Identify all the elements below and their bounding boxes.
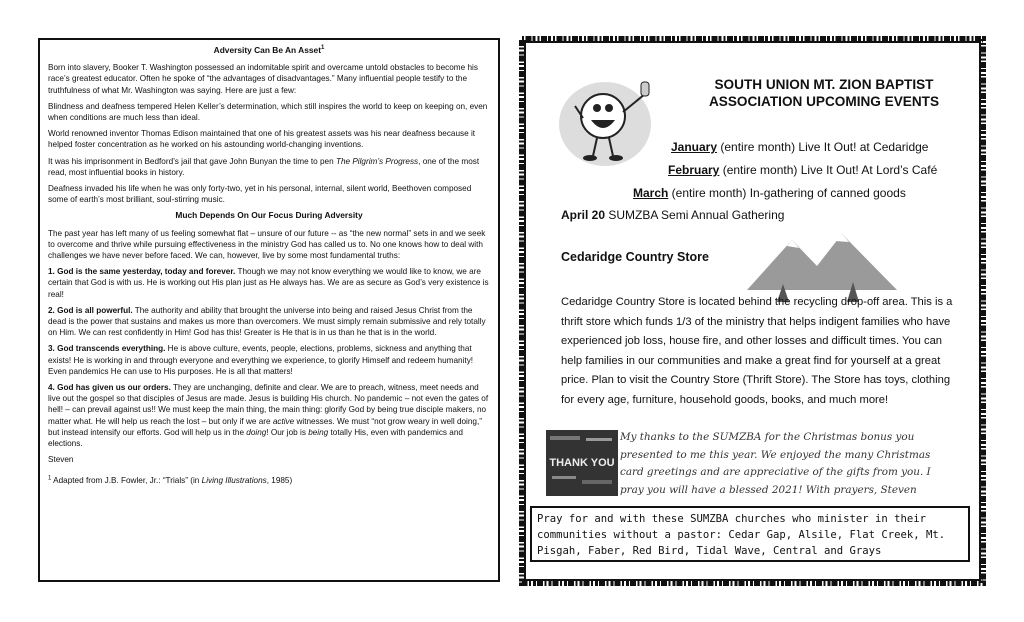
- event-april: April 20 SUMZBA Semi Annual Gathering: [561, 208, 785, 222]
- truth-1: 1. God is the same yesterday, today and forever. Though we may not know everything we would like to know, we are certain that God is with us. He is working out His plan just as He always has. We are as secure as God’s very existence is real!: [48, 267, 489, 299]
- thank-you-image-label: THANK YOU: [549, 457, 615, 469]
- article-title: Adversity Can Be An Asset$^1$: [213, 45, 325, 55]
- events-header: SOUTH UNION MT. ZION BAPTIST ASSOCIATION UPCOMING EVENTS: [708, 77, 940, 109]
- mountains-illustration: [747, 232, 897, 302]
- event-january: January (entire month) Live It Out! at Cedaridge: [671, 140, 929, 154]
- paragraph-beethoven: Deafness invaded his life when he was only forty-two, yet in his personal, internal, silent world, Beethoven composed some of earth’s most brilliant, soul-stirring music.: [48, 184, 472, 205]
- store-title: Cedaridge Country Store: [561, 250, 709, 264]
- paragraph-intro: The past year has left many of us feeling somewhat flat – unsure of our future -- as “the new normal” sets in and we seek to overcome and thrive while pursuing effectiveness in the ministry God has called us to. No one knows how to deal with challenges we have never before faced. We can, however, live by some most fundamental truths:: [48, 228, 486, 261]
- paragraph-edison: World renowned inventor Thomas Edison maintained that one of his greatest assets was his near deafness because it helped foster concentration as he worked on his astounding world-changing inventions.: [48, 129, 476, 150]
- article-subtitle: Much Depends On Our Focus During Adversity: [175, 210, 363, 221]
- paragraph-bunyan: It was his imprisonment in Bedford’s jail that gave John Bunyan the time to pen The Pilgrim’s Progress, one of the most read, most influential books in history.: [48, 156, 480, 177]
- truth-2: 2. God is all powerful. The authority and ability that brought the universe into being and raised Jesus Christ from the dead is the power that sustains and makes us more than overcomers. We must simply remain submissive and rely totally on Him. We can rest confidently in Him! God has this! Greater is He that is in us than he that is in the world.: [48, 305, 486, 338]
- adversity-article: [38, 38, 500, 582]
- thank-you-note: My thanks to the SUMZBA for the Christmas bonus you presented to me this year. We enjoyed the many Christmas card greetings and are appreciative of the gifts from you. I pray you will have a blessed 2021! With prayers, Steven: [620, 431, 931, 496]
- truth-4: 4. God has given us our orders. They are unchanging, definite and clear. We are to preach, witness, meet needs and live out the gospel so that disciples of Jesus are made. Jesus is building His church. No pandemic – not even the gates of hell! – can prevail against us!! We must keep the main thing, the main thing: glorify God by being true disciple makers, no matter what. He will help us reach the lost – but only if we are active witnesses. We must “not grow weary in well doing,” but instead intensify our efforts. God will help us in the doing! Our job is being totally His, even with pandemics and elections.: [48, 383, 489, 449]
- thank-you-wordcloud-image: [546, 430, 618, 496]
- event-march: March (entire month) In-gathering of canned goods: [633, 186, 906, 200]
- signoff: Steven: [48, 455, 74, 465]
- paragraph-keller: Blindness and deafness tempered Helen Keller’s determination, which still inspires the world to keep on keeping on, even when conditions are much less than ideal.: [48, 101, 488, 123]
- event-february: February (entire month) Live It Out! At Lord’s Café: [668, 163, 938, 177]
- store-description: Cedaridge Country Store is located behind the recycling drop-off area. This is a thrift store which funds 1/3 of the ministry that helps indigent families who have experienced job loss, house fire, and other losses and difficult times. You can help families in our communities and make a great find for yourself at a great price. Plan to visit the Country Store (Thrift Store). The Store has toys, clothing for every age, furniture, household goods, books, and much more!: [561, 296, 953, 406]
- footnote: $^1$ Adapted from J.B. Fowler, Jr.: “Trials” (in Living Illustrations, 1985): [48, 474, 293, 485]
- prayer-request-box: Pray for and with these SUMZBA churches who minister in their communities without a pastor: Cedar Gap, Alsile, Flat Creek, Mt. Pisgah, Faber, Red Bird, Tidal Wave, Central and Grays: [530, 506, 970, 562]
- mascot-illustration: [555, 76, 670, 176]
- events-newsletter-panel: [519, 36, 986, 586]
- paragraph-washington: Born into slavery, Booker T. Washington possessed an indomitable spirit and overcame untold obstacles to become his race’s greatest educator. Often he spoke of “the advantages of disadvantages.” Many influential people testify to the truthfulness of what Mr. Washington was saying. Here are just a few:: [48, 63, 478, 95]
- truth-3: 3. God transcends everything. He is above culture, events, people, elections, problems, sickness and anything that exists! He is working in and through everyone and everything we experience, to glorify Himself and redeem humanity! Even pandemics He can use to His purposes. He is all that matters!: [48, 344, 474, 376]
